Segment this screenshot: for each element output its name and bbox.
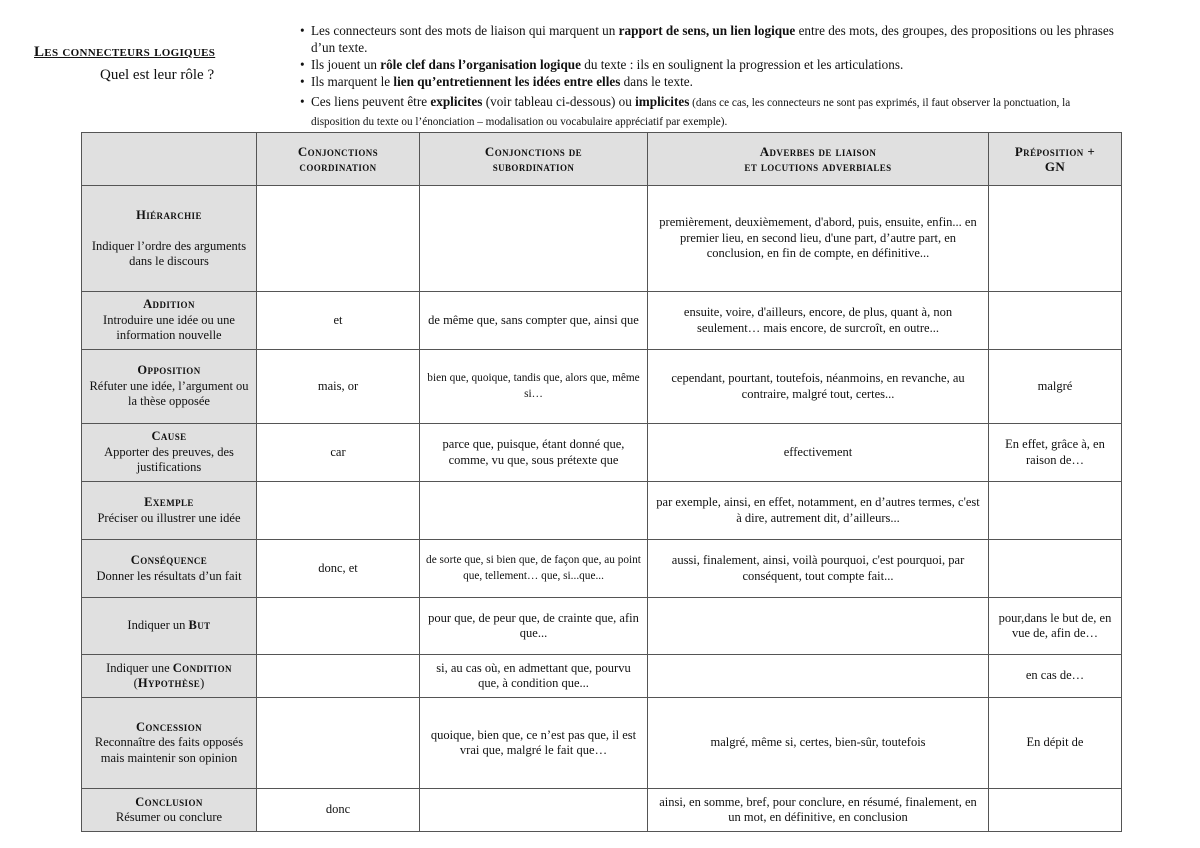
- row-name-prefix: Indiquer une: [106, 660, 173, 675]
- intro-text: (dans ce cas, les connecteurs ne sont pas exprimés, il faut observer la ponctuation, la disposition du texte ou l’énonciation – modalisation ou vocabulaire appréciatif par exemple).: [311, 97, 1071, 128]
- row-name: Conclusion: [135, 794, 203, 809]
- cell-coordination: [257, 698, 420, 789]
- bullet-icon: •: [300, 94, 305, 109]
- intro-text: dans le texte.: [620, 74, 693, 89]
- row-name: Exemple: [144, 495, 194, 509]
- cell-preposition: [989, 482, 1122, 540]
- col-header-preposition: Préposition + GN: [989, 133, 1122, 186]
- row-header: [82, 350, 257, 424]
- col-header-subordination: Conjonctions de subordination: [420, 133, 648, 186]
- cell-adverbs: [648, 655, 989, 698]
- bullet-icon: •: [300, 23, 305, 38]
- row-desc: Reconnaître des faits opposés mais maintenir son opinion: [94, 735, 244, 765]
- cell-subordination: si, au cas où, en admettant que, pourvu que, à condition que...: [420, 655, 648, 698]
- row-header: [82, 186, 257, 292]
- row-name: But: [188, 618, 211, 633]
- row-desc: Apporter des preuves, des justifications: [104, 444, 234, 475]
- table-row: [82, 186, 1122, 292]
- cell-subordination: bien que, quoique, tandis que, alors que, même si…: [420, 350, 648, 424]
- cell-subordination: pour que, de peur que, de crainte que, afin que...: [420, 598, 648, 655]
- intro-text: Les connecteurs sont des mots de liaison qui marquent un: [311, 23, 619, 38]
- cell-coordination: et: [257, 292, 420, 350]
- cell-adverbs: ensuite, voire, d'ailleurs, encore, de plus, quant à, non seulement… mais encore, de surcroît, en outre...: [648, 292, 989, 350]
- col-header-coordination: Conjonctions coordination: [257, 133, 420, 186]
- cell-preposition: En effet, grâce à, en raison de…: [989, 424, 1122, 482]
- row-name: Cause: [151, 429, 187, 444]
- intro-text: Ils marquent le: [311, 74, 394, 89]
- table-row: [82, 655, 1122, 698]
- intro-bullet: [300, 22, 1118, 56]
- cell-coordination: mais, or: [257, 350, 420, 424]
- row-name: Concession: [135, 719, 203, 734]
- cell-adverbs: [648, 598, 989, 655]
- bullet-icon: •: [300, 74, 305, 89]
- row-header: [82, 789, 257, 832]
- table-row: [82, 598, 1122, 655]
- cell-preposition: En dépit de: [989, 698, 1122, 789]
- intro-text: (voir tableau ci-dessous) ou: [482, 94, 636, 109]
- row-header: [82, 698, 257, 789]
- cell-subordination: parce que, puisque, étant donné que, comme, vu que, sous prétexte que: [420, 424, 648, 482]
- cell-subordination: [420, 789, 648, 832]
- cell-coordination: [257, 598, 420, 655]
- row-header: [82, 424, 257, 482]
- cell-preposition: [989, 292, 1122, 350]
- intro-emphasis: implicites: [635, 94, 690, 109]
- row-name-prefix: Indiquer un: [127, 618, 189, 633]
- row-header: [82, 598, 257, 655]
- row-header: Indiquer une Condition (Hypothèse): [82, 655, 257, 698]
- cell-adverbs: aussi, finalement, ainsi, voilà pourquoi, c'est pourquoi, par conséquent, tout compte fait...: [648, 540, 989, 598]
- cell-preposition: [989, 186, 1122, 292]
- intro-text: du texte : ils en soulignent la progression et les articulations.: [580, 57, 904, 72]
- cell-preposition: malgré: [989, 350, 1122, 424]
- row-name: Conséquence: [130, 553, 208, 567]
- intro-emphasis: explicites: [430, 94, 483, 109]
- cell-adverbs: cependant, pourtant, toutefois, néanmoins, en revanche, au contraire, malgré tout, certes...: [648, 350, 989, 424]
- cell-adverbs: effectivement: [648, 424, 989, 482]
- row-name: Condition: [172, 660, 232, 675]
- intro-bullet: [300, 93, 1118, 131]
- cell-subordination: [420, 186, 648, 292]
- table-row: [82, 424, 1122, 482]
- col-header-adverbs: Adverbes de liaison et locutions adverbiales: [648, 133, 989, 186]
- intro-text: Ces liens peuvent être: [311, 94, 431, 109]
- row-desc: Réfuter une idée, l’argument ou la thèse opposée: [89, 378, 249, 409]
- intro-emphasis: rapport de sens, un lien logique: [618, 23, 796, 38]
- table-row: [82, 292, 1122, 350]
- cell-subordination: de sorte que, si bien que, de façon que, au point que, tellement… que, si...que...: [420, 540, 648, 598]
- intro-text: entre des mots, des groupes, des propositions ou les phrases d’un texte.: [311, 23, 1114, 55]
- cell-adverbs: premièrement, deuxièmement, d'abord, puis, ensuite, enfin... en premier lieu, en second lieu, d'une part, d’autre part, en conclusion, en fin de compte, en définitive...: [648, 186, 989, 292]
- intro-emphasis: lien qu’entretiennent les idées entre elles: [393, 74, 621, 89]
- cell-coordination: donc, et: [257, 540, 420, 598]
- row-desc: Préciser ou illustrer une idée: [97, 510, 241, 525]
- cell-preposition: [989, 540, 1122, 598]
- cell-adverbs: par exemple, ainsi, en effet, notamment, en d’autres termes, c'est à dire, autrement dit, d’ailleurs...: [648, 482, 989, 540]
- intro-emphasis: rôle clef dans l’organisation logique: [380, 57, 581, 72]
- cell-preposition: [989, 789, 1122, 832]
- page-subtitle: Quel est leur rôle ?: [100, 67, 215, 83]
- row-desc: Résumer ou conclure: [115, 810, 223, 824]
- title-block: [34, 44, 294, 84]
- cell-coordination: [257, 186, 420, 292]
- cell-preposition: pour,dans le but de, en vue de, afin de…: [989, 598, 1122, 655]
- table-row: [82, 482, 1122, 540]
- table-row: [82, 789, 1122, 832]
- cell-coordination: [257, 482, 420, 540]
- row-desc: Introduire une idée ou une information nouvelle: [103, 312, 235, 343]
- table-row: [82, 540, 1122, 598]
- intro-bullet: [300, 56, 1118, 73]
- table-row: [82, 350, 1122, 424]
- cell-preposition: en cas de…: [989, 655, 1122, 698]
- cell-adverbs: ainsi, en somme, bref, pour conclure, en résumé, finalement, en un mot, en définitive, en conclusion: [648, 789, 989, 832]
- intro-bullets: [300, 22, 1118, 131]
- page-title: Les connecteurs logiques: [34, 44, 216, 60]
- row-name: Hiérarchie: [136, 207, 202, 222]
- row-header: [82, 540, 257, 598]
- row-header: [82, 482, 257, 540]
- intro-text: Ils jouent un: [311, 57, 381, 72]
- cell-subordination: [420, 482, 648, 540]
- bullet-icon: •: [300, 57, 305, 72]
- cell-adverbs: malgré, même si, certes, bien-sûr, toutefois: [648, 698, 989, 789]
- table-row: [82, 698, 1122, 789]
- cell-coordination: donc: [257, 789, 420, 832]
- row-name-alt: Hypothèse: [137, 676, 201, 690]
- row-name: Opposition: [137, 363, 201, 378]
- cell-coordination: car: [257, 424, 420, 482]
- row-name: Addition: [143, 297, 195, 312]
- cell-coordination: [257, 655, 420, 698]
- row-desc: Donner les résultats d’un fait: [96, 568, 242, 583]
- row-header: [82, 292, 257, 350]
- table-header-row: [82, 133, 1122, 186]
- intro-bullet: [300, 73, 1118, 90]
- cell-subordination: quoique, bien que, ce n’est pas que, il est vrai que, malgré le fait que…: [420, 698, 648, 789]
- connectors-table: [81, 132, 1122, 832]
- row-desc: Indiquer l’ordre des arguments dans le discours: [91, 238, 247, 268]
- corner-cell: [82, 133, 257, 186]
- cell-subordination: de même que, sans compter que, ainsi que: [420, 292, 648, 350]
